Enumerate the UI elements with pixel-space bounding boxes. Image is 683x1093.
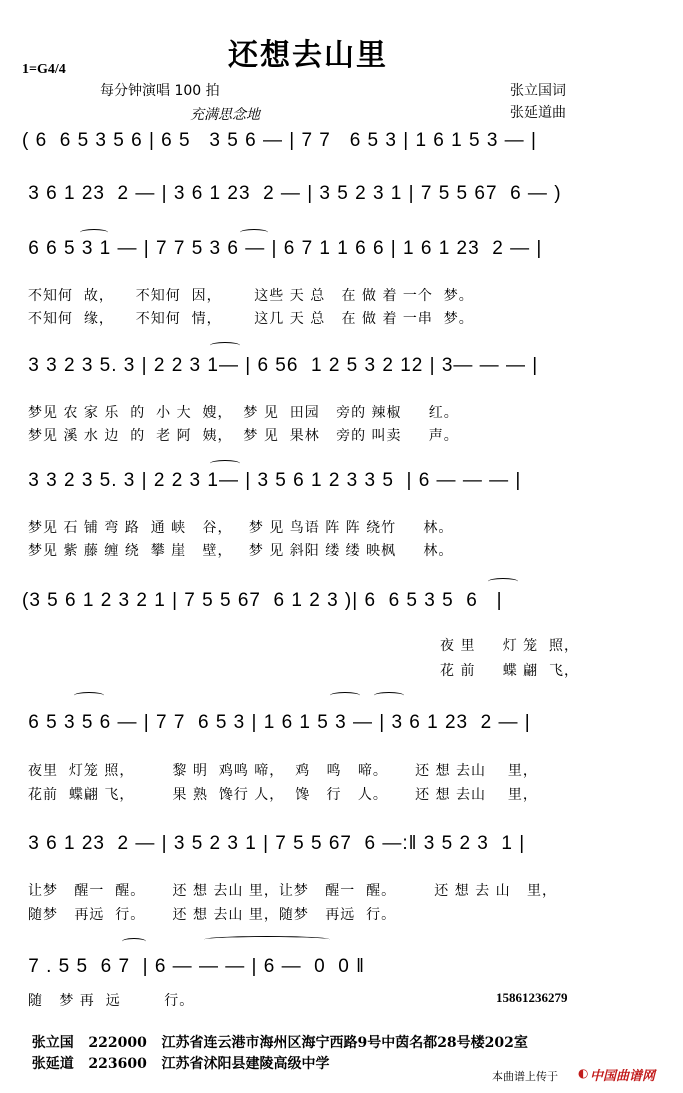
lyricist-credit: 张立国词 bbox=[510, 83, 566, 99]
tempo-marking: 每分钟演唱 100 拍 bbox=[100, 83, 220, 99]
lyric-line-7b: 花前 蝶翩 飞， 果 熟 馋行 人， 馋 行 人。 还 想 去山 里， bbox=[28, 787, 538, 803]
lyric-line-5b: 梦见 紫 藤 缠 绕 攀 崖 壁， 梦 见 斜阳 缕 缕 映枫 林。 bbox=[28, 543, 454, 559]
tie-mark bbox=[204, 936, 330, 943]
contact-name: 张立国 bbox=[31, 1035, 74, 1051]
notation-line-1: ( 6 6 5 3 5 6 | 6 5 3 5 6 — | 7 7 6 5 3 | 1 6 1 5 3 — | bbox=[22, 130, 537, 151]
phone-number: 15861236279 bbox=[496, 990, 568, 1005]
slur-mark bbox=[122, 938, 146, 945]
lyric-line-3b: 不知何 缘， 不知何 情， 这几 天 总 在 做 着 一串 梦。 bbox=[28, 311, 474, 327]
notation-line-7: 6 5 3 5 6 — | 7 7 6 5 3 | 1 6 1 5 3 — | 3 6 1 23 2 — | bbox=[22, 712, 531, 733]
contact-zip: 223600 bbox=[88, 1056, 147, 1072]
contact-address: 江苏省连云港市海州区海宁西路9号中茵名都28号楼202室 bbox=[161, 1035, 528, 1051]
song-title: 还想去山里 bbox=[228, 38, 388, 73]
lyric-line-7a: 夜里 灯笼 照， 黎 明 鸡鸣 啼， 鸡 鸣 啼。 还 想 去山 里， bbox=[28, 763, 538, 779]
slur-mark bbox=[80, 229, 108, 236]
notation-line-8: 3 6 1 23 2 — | 3 5 2 3 1 | 7 5 5 67 6 —:‖ 3 5 2 3 1 | bbox=[22, 833, 526, 854]
notation-line-5: 3 3 2 3 5. 3 | 2 2 3 1— | 3 5 6 1 2 3 3 5 | 6 — — — | bbox=[22, 470, 522, 491]
contact-address: 江苏省沭阳县建陵高级中学 bbox=[161, 1056, 330, 1072]
lyric-line-4a: 梦见 农 家 乐 的 小 大 嫂， 梦 见 田园 旁的 辣椒 红。 bbox=[28, 405, 459, 421]
lyric-line-9a: 随 梦 再 远 行。 bbox=[28, 993, 195, 1009]
key-signature: 1=G4/4 bbox=[22, 62, 66, 77]
slur-mark bbox=[330, 692, 360, 699]
contact-row-2 bbox=[22, 1037, 329, 1073]
slur-mark bbox=[488, 578, 518, 585]
notation-line-4: 3 3 2 3 5. 3 | 2 2 3 1— | 6 56 1 2 5 3 2 12 | 3— — — | bbox=[22, 355, 539, 376]
lyric-line-5a: 梦见 石 铺 弯 路 通 峡 谷， 梦 见 鸟语 阵 阵 绕竹 林。 bbox=[28, 520, 454, 536]
lyric-line-8a: 让梦 醒一 醒。 还 想 去山 里，让梦 醒一 醒。 还 想 去 山 里， bbox=[28, 883, 557, 899]
lyric-line-6b: 花 前 蝶 翩 飞， bbox=[440, 663, 580, 679]
lyric-line-8b: 随梦 再远 行。 还 想 去山 里，随梦 再远 行。 bbox=[28, 907, 397, 923]
upload-note: 本曲谱上传于 bbox=[492, 1070, 558, 1083]
composer-credit: 张延道曲 bbox=[510, 105, 566, 121]
notation-line-9: 7 . 5 5 6 7 | 6 — — — | 6 — 0 0 ‖ bbox=[22, 956, 365, 977]
lyric-line-6a: 夜 里 灯 笼 照， bbox=[440, 638, 580, 654]
slur-mark bbox=[210, 460, 240, 467]
notation-line-2: 3 6 1 23 2 — | 3 6 1 23 2 — | 3 5 2 3 1 | 7 5 5 67 6 — ) bbox=[22, 183, 562, 204]
slur-mark bbox=[74, 692, 104, 699]
contact-zip: 222000 bbox=[88, 1035, 147, 1051]
slur-mark bbox=[240, 229, 268, 236]
contact-name: 张延道 bbox=[31, 1056, 74, 1072]
notation-line-6: (3 5 6 1 2 3 2 1 | 7 5 5 67 6 1 2 3 )| 6 6 5 3 5 6 | bbox=[22, 590, 503, 611]
expression-marking: 充满思念地 bbox=[190, 107, 260, 123]
notation-line-3: 6 6 5 3 1 — | 7 7 5 3 6 — | 6 7 1 1 6 6 | 1 6 1 23 2 — | bbox=[22, 238, 543, 259]
lyric-line-3a: 不知何 故， 不知何 因， 这些 天 总 在 做 着 一个 梦。 bbox=[28, 288, 474, 304]
site-logo-icon: ◐ bbox=[578, 1066, 589, 1080]
slur-mark bbox=[374, 692, 404, 699]
slur-mark bbox=[210, 342, 240, 349]
lyric-line-4b: 梦见 溪 水 边 的 老 阿 姨， 梦 见 果林 旁的 叫卖 声。 bbox=[28, 428, 459, 444]
site-name: 中国曲谱网 bbox=[590, 1068, 656, 1083]
